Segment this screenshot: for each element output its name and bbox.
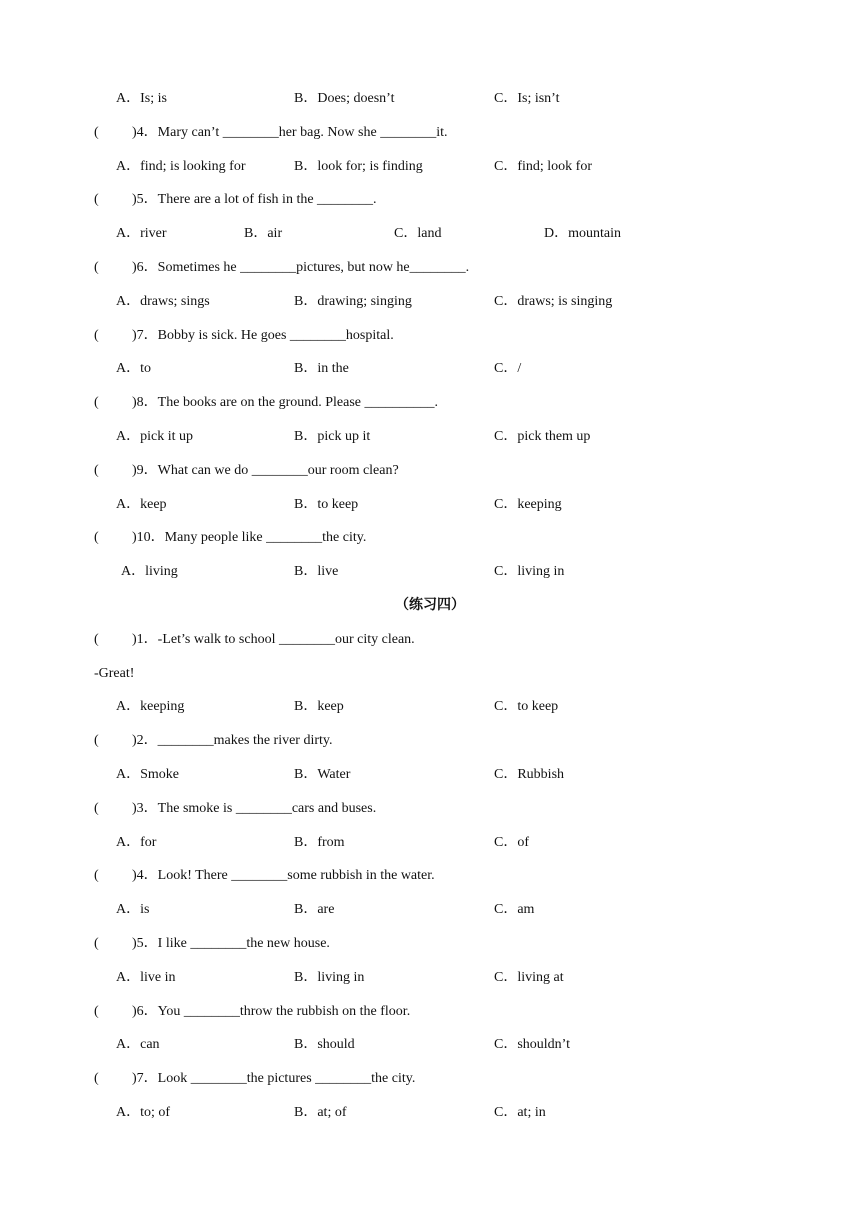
question-line <box>94 731 333 751</box>
question-number: )10． <box>132 530 165 545</box>
question-line <box>94 123 447 143</box>
question-text: Sometimes he ________pictures, but now he________. <box>157 260 470 275</box>
option-b: B．should <box>294 1037 355 1052</box>
option-a: A．living <box>121 564 178 579</box>
option-c: C．find; look for <box>494 159 592 174</box>
option-c: C．Rubbish <box>494 767 565 782</box>
question-line <box>94 866 435 886</box>
option-b: B．look for; is finding <box>294 159 423 174</box>
question-text: Look! There ________some rubbish in the water. <box>157 868 435 883</box>
option-a: A．Smoke <box>116 767 179 782</box>
option-a: A．to <box>116 361 151 376</box>
question-number: )2． <box>132 733 158 748</box>
option-b: B．to keep <box>294 497 359 512</box>
question-text: Many people like ________the city. <box>164 530 367 545</box>
question-text: Look ________the pictures ________the city. <box>157 1071 416 1086</box>
option-c: C．land <box>394 226 442 241</box>
option-b: B．Does; doesn’t <box>294 91 395 106</box>
option-a: A．can <box>116 1037 160 1052</box>
option-c: C．to keep <box>494 699 559 714</box>
question-line <box>94 630 415 650</box>
question-number: )5． <box>132 192 158 207</box>
option-b: B．from <box>294 835 345 850</box>
option-c: C．of <box>494 835 529 850</box>
question-line <box>94 326 394 346</box>
option-b: B．are <box>294 902 335 917</box>
answer-paren: ( <box>94 936 99 951</box>
option-a: A．find; is looking for <box>116 159 246 174</box>
option-b: B．keep <box>294 699 344 714</box>
option-c: C．draws; is singing <box>494 294 613 309</box>
option-b: B．air <box>244 226 283 241</box>
option-a: A．river <box>116 226 167 241</box>
question-line <box>94 1002 410 1022</box>
answer-paren: ( <box>94 192 99 207</box>
option-d: D．mountain <box>544 226 621 241</box>
option-a: A．to; of <box>116 1105 171 1120</box>
question-text: The books are on the ground. Please __________. <box>157 395 439 410</box>
option-c: C．am <box>494 902 535 917</box>
option-b: B．drawing; singing <box>294 294 412 309</box>
option-a: A．is <box>116 902 150 917</box>
question-number: )4． <box>132 125 158 140</box>
option-c: C．Is; isn’t <box>494 91 560 106</box>
option-c: C．/ <box>494 361 522 376</box>
question-line <box>94 461 399 481</box>
question-text: There are a lot of fish in the ________. <box>157 192 377 207</box>
answer-paren: ( <box>94 1071 99 1086</box>
question-number: )4． <box>132 868 158 883</box>
question-number: )7． <box>132 1071 158 1086</box>
option-c: C．keeping <box>494 497 562 512</box>
question-line <box>94 190 377 210</box>
option-c: C．shouldn’t <box>494 1037 570 1052</box>
option-a: A．pick it up <box>116 429 193 444</box>
question-line <box>94 528 366 548</box>
question-text: The smoke is ________cars and buses. <box>157 801 377 816</box>
option-a: A．live in <box>116 970 176 985</box>
answer-paren: ( <box>94 801 99 816</box>
option-a: A．keeping <box>116 699 185 714</box>
answer-paren: ( <box>94 733 99 748</box>
option-b: B．at; of <box>294 1105 347 1120</box>
answer-paren: ( <box>94 530 99 545</box>
question-text: Bobby is sick. He goes ________hospital. <box>157 328 394 343</box>
option-c: C．living in <box>494 564 565 579</box>
option-c: C．pick them up <box>494 429 591 444</box>
option-b: B．in the <box>294 361 349 376</box>
question-number: )9． <box>132 463 158 478</box>
option-b: B．Water <box>294 767 351 782</box>
question-line <box>94 1069 415 1089</box>
option-a: A．for <box>116 835 157 850</box>
answer-paren: ( <box>94 328 99 343</box>
question-text: Mary can’t ________her bag. Now she ________it. <box>157 125 448 140</box>
answer-paren: ( <box>94 463 99 478</box>
question-text: What can we do ________our room clean? <box>157 463 399 478</box>
question-number: )5． <box>132 936 158 951</box>
answer-paren: ( <box>94 125 99 140</box>
question-line <box>94 258 469 278</box>
question-number: )6． <box>132 1004 158 1019</box>
option-a: A．keep <box>116 497 167 512</box>
option-a: A．Is; is <box>116 91 167 106</box>
section-title: （练习四） <box>395 598 465 613</box>
question-text: ________makes the river dirty. <box>157 733 333 748</box>
option-b: B．living in <box>294 970 365 985</box>
question-number: )6． <box>132 260 158 275</box>
question-number: )8． <box>132 395 158 410</box>
question-line <box>94 393 438 413</box>
answer-paren: ( <box>94 868 99 883</box>
question-number: )3． <box>132 801 158 816</box>
answer-paren: ( <box>94 395 99 410</box>
question-text: -Let’s walk to school ________our city clean. <box>157 632 415 647</box>
option-b: B．live <box>294 564 339 579</box>
question-number: )1． <box>132 632 158 647</box>
question-line <box>94 934 330 954</box>
question-line <box>94 799 376 819</box>
question-text: I like ________the new house. <box>157 936 330 951</box>
option-c: C．living at <box>494 970 564 985</box>
answer-paren: ( <box>94 632 99 647</box>
option-b: B．pick up it <box>294 429 371 444</box>
answer-paren: ( <box>94 260 99 275</box>
question-text: You ________throw the rubbish on the floor. <box>157 1004 411 1019</box>
option-a: A．draws; sings <box>116 294 210 309</box>
answer-paren: ( <box>94 1004 99 1019</box>
dialog-line: -Great! <box>94 666 135 681</box>
question-number: )7． <box>132 328 158 343</box>
option-c: C．at; in <box>494 1105 546 1120</box>
